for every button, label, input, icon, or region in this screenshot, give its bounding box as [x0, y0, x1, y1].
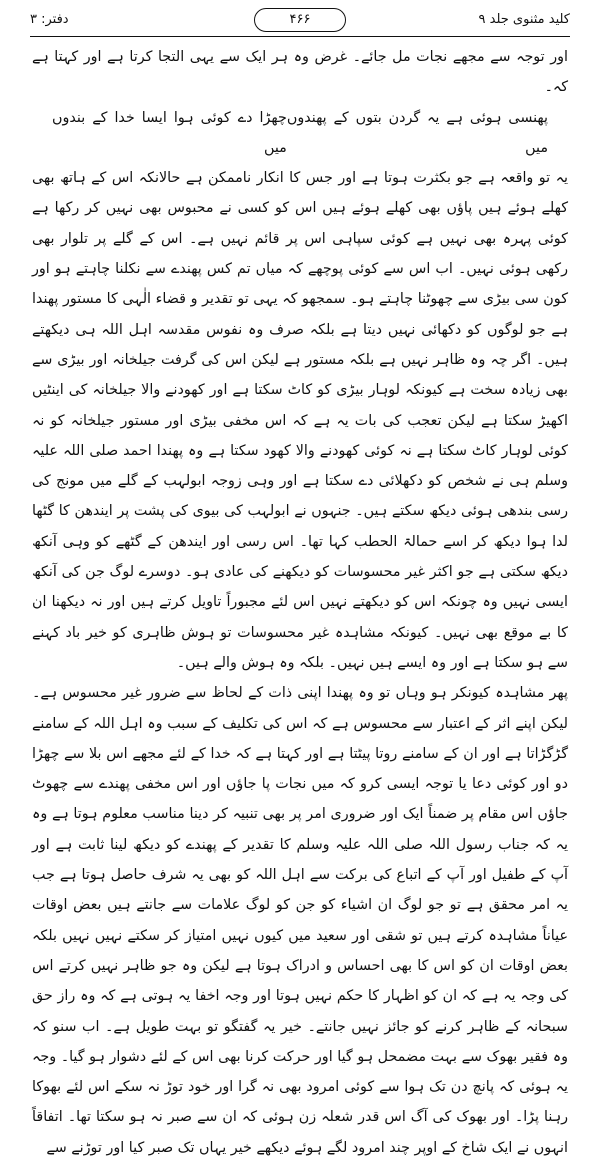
volume-part-label: دفتر: ۳	[30, 12, 69, 27]
opening-line: اور توجہ سے مجھے نجات مل جائے۔ غرض وہ ہر ایک سے یہی التجا کرتا ہے اور کہتا ہے کہ۔	[32, 49, 568, 96]
paragraph-2: پھر مشاہدہ کیونکر ہو وہاں تو وہ پھندا اپنی ذات کے لحاظ سے ضرور غیر محسوس ہے۔ لیکن اپنے اثر کے اعتبار سے محسوس ہے کہ اس کی تکلیف کے سبب وہ اہل اللہ کے سامنے گڑگڑاتا ہے اور ان کے سامنے روتا پیٹتا ہے اور کہتا ہے کہ خدا کے لئے مجھے اس بلا سے چھڑا دو اور کوئی دعا یا توجہ ایسی کرو کہ میں نجات پا جاؤں اور اس مخفی پھندے سے چھوٹ جاؤں اس مقام پر ضمناً ایک اور ضروری امر پر بھی تنبیہ کر دینا مناسب معلوم ہوتا ہے وہ یہ کہ جناب رسول اللہ صلی اللہ علیہ وسلم کا تقدیر کے پھندے کو دیکھ لینا ثابت ہے اور آپ کے طفیل اور آپ کے اتباع کی برکت سے اہل اللہ کو بھی یہ شرف حاصل ہوتا ہے جب یہ امر محقق ہے تو جو لوگ ان اشیاء کو جن کو لوگ علامات سے جانتے ہیں بعض اوقات عیاناً مشاہدہ کرتے ہیں تو شقی اور سعید میں کیوں نہیں امتیاز کر سکتے نہیں نہیں بلکہ بعض اوقات ان کو اس کا بھی احساس و ادراک ہوتا ہے لیکن وہ جو ظاہر نہیں کرتے اس کی وجہ یہ ہے کہ ان کو اظہار کا حکم نہیں ہوتا اور وجہ اخفا یہ ہوتی ہے کہ وہ راز حق سبحانہ کے ظاہر کرنے کو جائز نہیں جانتے۔ خیر یہ گفتگو تو بہت طویل ہے۔ اب سنو کہ وہ فقیر بھوک سے بہت مضمحل ہو گیا اور حرکت کرنا بھی اس کے لئے دشوار ہو گیا۔ وجہ یہ ہوئی کہ پانچ دن تک ہوا سے کوئی امرود بھی نہ گرا اور خود توڑ نہ سکے اس لئے بھوکا رہنا پڑا۔ اور بھوک کی آگ اس قدر شعلہ زن ہوئی کہ ان سے صبر نہ ہو سکتا تھا۔ اتفاقاً انہوں نے ایک شاخ کے اوپر چند امرود لگے ہوئے دیکھے خیر یہاں تک صبر کیا اور توڑنے سے	[32, 685, 568, 1156]
page-number: ۴۶۶	[254, 8, 346, 32]
paragraph-1: یہ تو واقعہ ہے جو بکثرت ہوتا ہے اور جس کا انکار ناممکن ہے حالانکہ اس کے ہاتھ بھی کھلے ہوئے ہیں پاؤں بھی کھلے ہوئے ہیں اس کو کسی نے محبوس بھی نہیں کر رکھا ہے کوئی پہرہ بھی نہیں ہے کوئی سپاہی اس پر قائم نہیں ہے۔ اس کے گلے پر تلوار بھی رکھی ہوئی نہیں۔ اب اس سے کوئی پوچھے کہ میاں تم کس پھندے سے نکلنا چاہتے ہو اور کون سی بیڑی سے چھوٹنا چاہتے ہو۔ سمجھو کہ یہی تو تقدیر و قضاء الٰہی کا مستور پھندا ہے جو لوگوں کو دکھائی نہیں دیتا ہے بلکہ صرف وہ نفوس مقدسہ اہل اللہ ہی دیکھتے ہیں۔ اگر چہ وہ ظاہر نہیں ہے بلکہ مستور ہے لیکن اس کی گرفت جیلخانہ اور بیڑی سے بھی زیادہ سخت ہے کیونکہ لوہار بیڑی کو کاٹ سکتا ہے اور کھودنے والا جیلخانہ کی اینٹیں اکھیڑ سکتا ہے لیکن تعجب کی بات یہ ہے کہ اس مخفی بیڑی اور مستور جیلخانہ کو نہ کوئی لوہار کاٹ سکتا ہے نہ کوئی کھودنے والا کھود سکتا ہے وہ پھندا احمد صلی اللہ علیہ وسلم ہی نے شخص کو دکھلائی دے سکتا ہے اور وہی زوجہ ابولہب کے گلے میں مونج کی رسی بندھی ہوئی دیکھ سکتے ہیں۔ جنہوں نے ابولہب کی بیوی کی پشت پر ایندھن کا گٹھا لدا ہوا دیکھ کر اسے حمالۃ الحطب کہا تھا۔ اس رسی اور ایندھن کے گٹھے کو وہی آنکھ دیکھ سکتی ہے جو اکثر غیر محسوسات کو دیکھنے کی عادی ہو۔ دوسرے لوگ جن کی آنکھ ایسی نہیں وہ چونکہ اس کو دیکھتے نہیں اس لئے مجبوراً تاویل کرتے ہیں اور نہ دیکھنا ان کا بے موقع بھی نہیں۔ کیونکہ مشاہدہ غیر محسوسات تو ہوش ظاہری کو خیر باد کہنے سے ہو سکتا ہے اور وہ ایسے ہیں نہیں۔ بلکہ وہ ہوش والے ہیں۔	[32, 170, 568, 671]
book-title: کلید مثنوی جلد ۹	[478, 12, 570, 27]
verse-second-hemistich: چھڑا دے کوئی ہوا ایسا خدا کے بندوں میں	[52, 109, 287, 156]
verse-first-hemistich: پھنسی ہوئی ہے یہ گردن بتوں کے پھندوں میں	[286, 109, 548, 156]
page-body	[32, 42, 568, 1156]
header-rule	[30, 36, 570, 37]
verse-couplet	[32, 103, 568, 164]
page-header	[30, 6, 570, 34]
